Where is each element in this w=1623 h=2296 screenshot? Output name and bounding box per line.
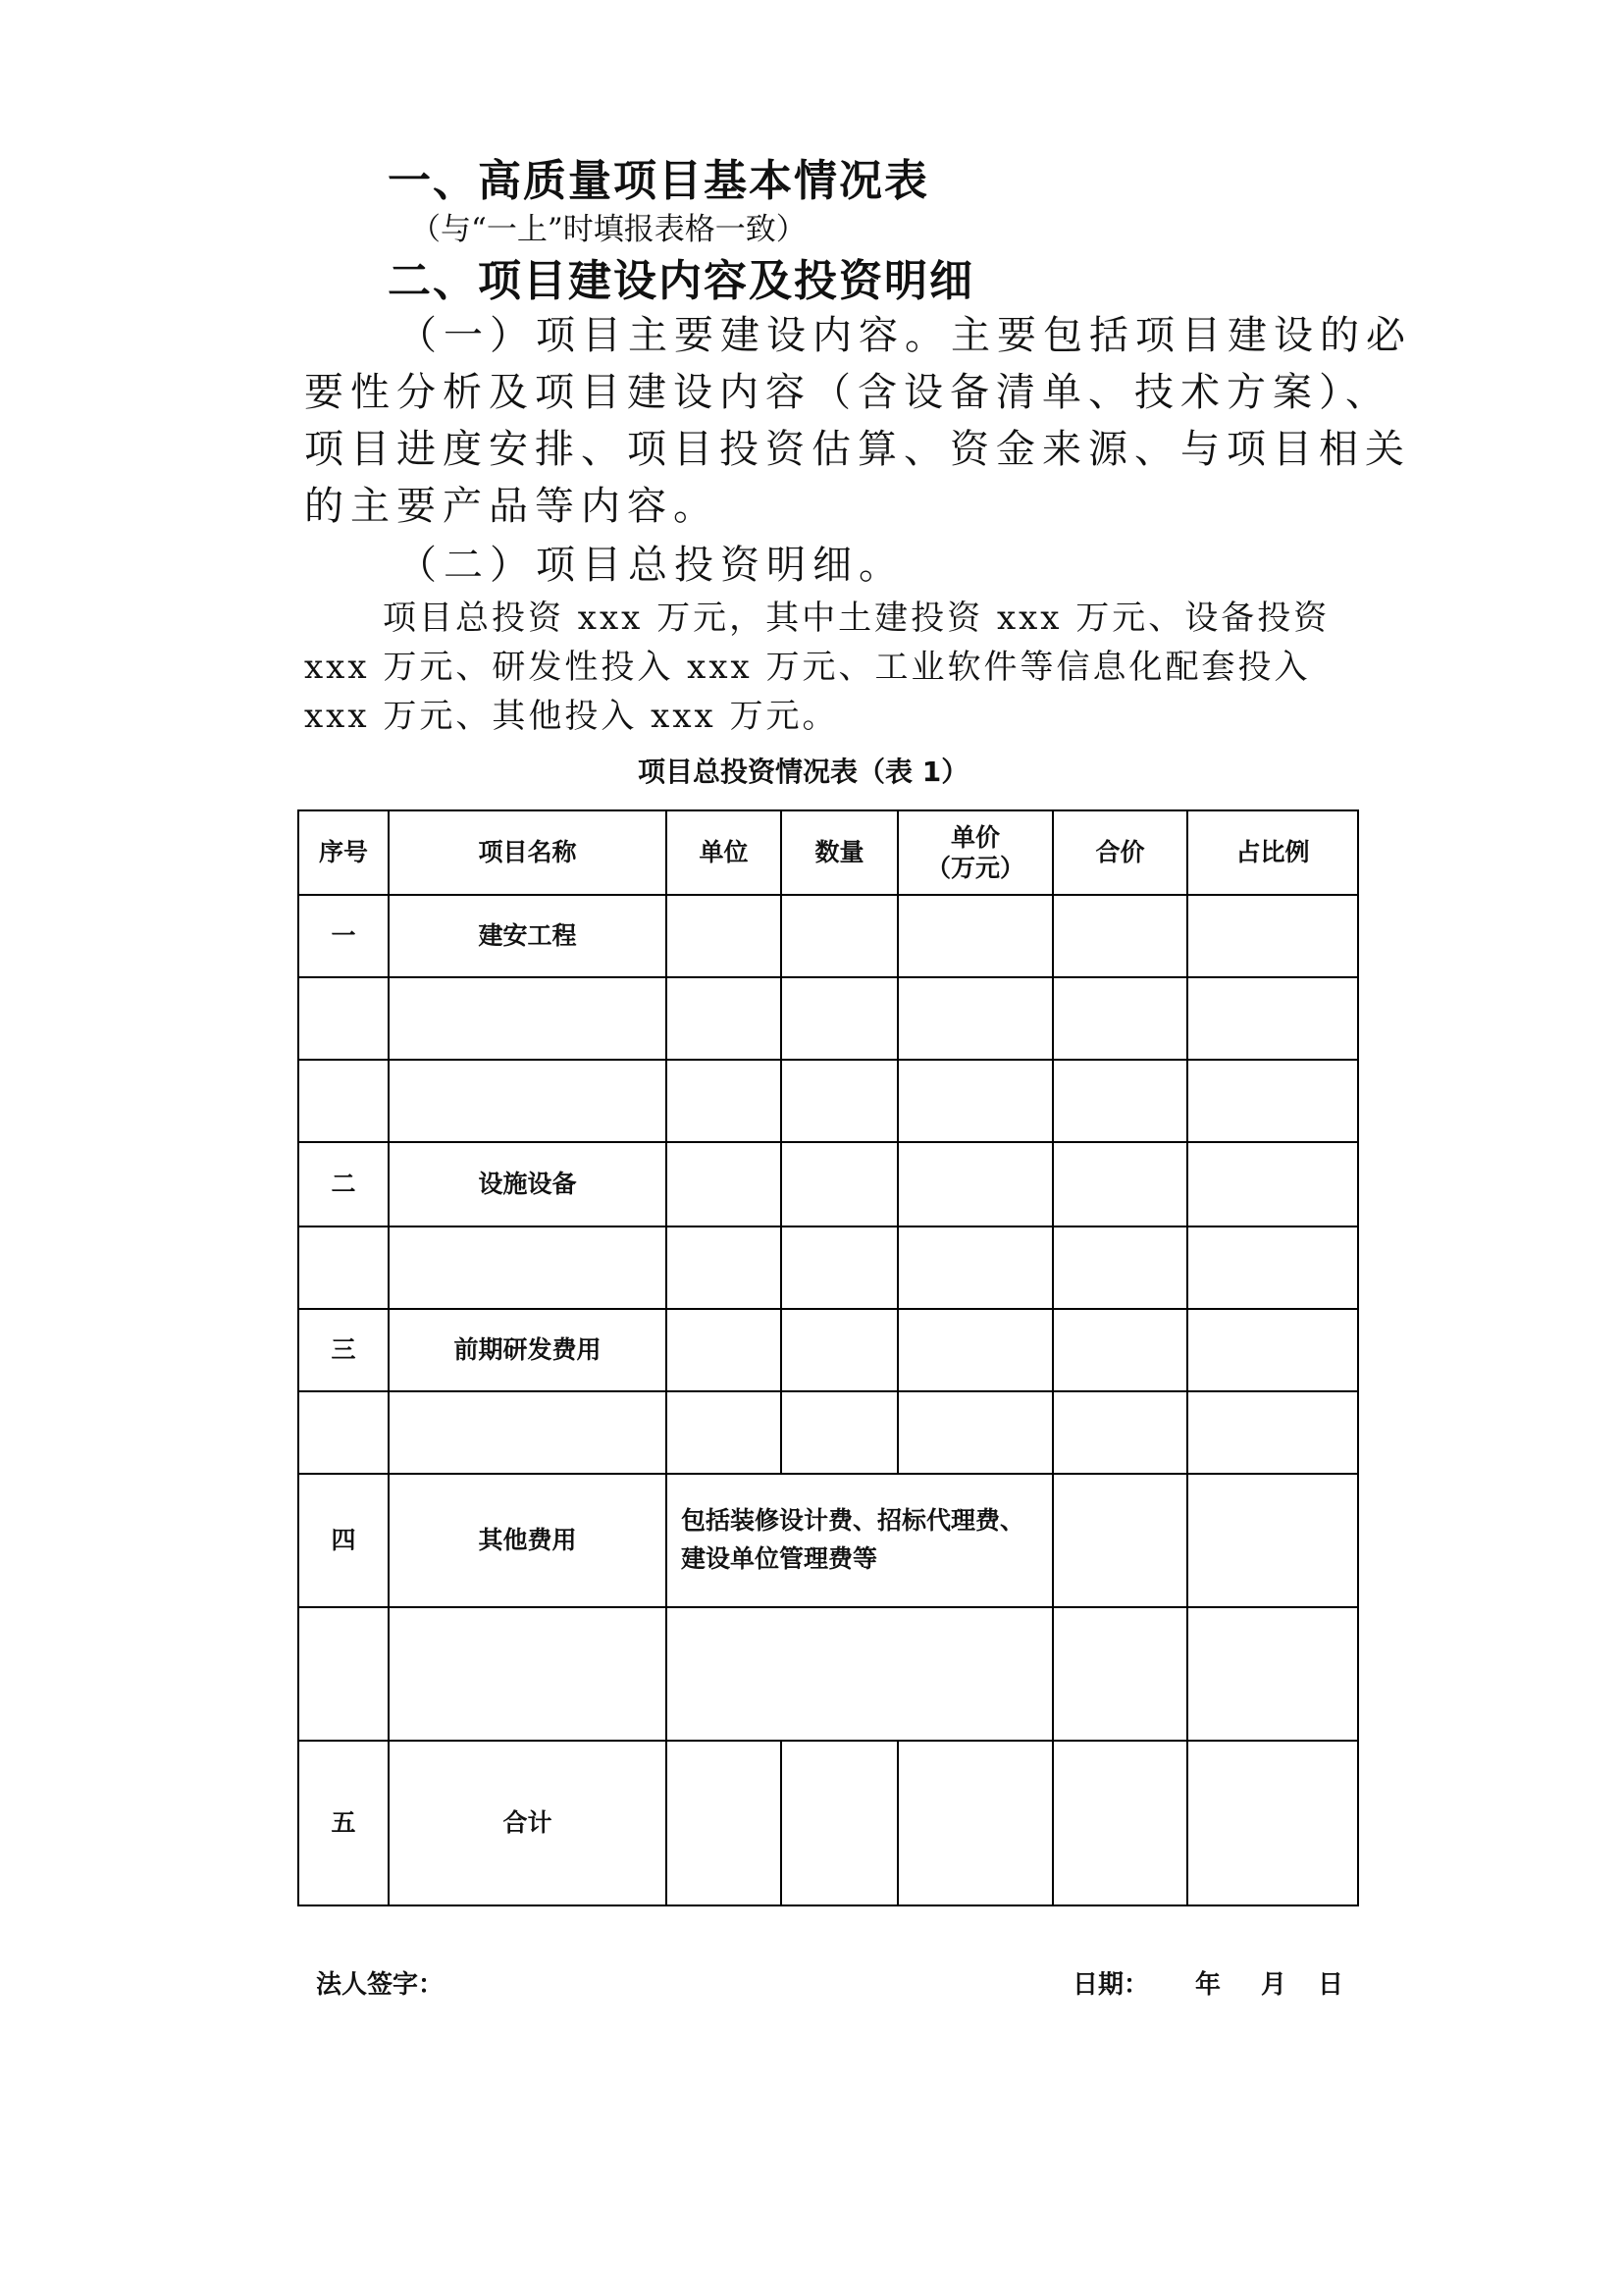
table-row-total [298,1741,1358,1905]
cell-price[interactable] [898,1391,1053,1474]
row-seq: 二 [298,1142,389,1226]
row-seq: 四 [298,1474,389,1607]
cell-qty[interactable] [781,977,898,1060]
section2-title: （二）项目总投资明细。 [397,543,905,588]
date-month: 月 [1261,1970,1287,2000]
row-seq: 三 [298,1309,389,1391]
row-name: 前期研发费用 [389,1309,666,1391]
cell-total[interactable] [1053,1226,1187,1309]
cell-unit[interactable] [666,977,781,1060]
section1-line-2: 要性分析及项目建设内容（含设备清单、技术方案）、 [304,370,1391,415]
row-seq[interactable] [298,1060,389,1142]
header-price-label: 单价 [950,822,1000,852]
cell-unit[interactable] [666,1309,781,1391]
cell-unit[interactable] [666,1226,781,1309]
row-seq: 一 [298,895,389,977]
row-name: 建安工程 [389,895,666,977]
cell-price[interactable] [898,895,1053,977]
date-day: 日 [1318,1970,1344,2000]
row-name[interactable] [389,1607,666,1741]
cell-total[interactable] [1053,1474,1187,1607]
table-row [298,1060,1358,1142]
cell-total[interactable] [1053,1741,1187,1905]
table-row [298,895,1358,977]
row-seq[interactable] [298,1607,389,1741]
cell-qty[interactable] [781,895,898,977]
header-qty: 数量 [781,810,898,895]
cell-unit[interactable] [666,1142,781,1226]
cell-price[interactable] [898,1741,1053,1905]
row-name[interactable] [389,1391,666,1474]
header-name: 项目名称 [389,810,666,895]
cell-ratio[interactable] [1187,1474,1358,1607]
cell-ratio[interactable] [1187,1142,1358,1226]
header-seq: 序号 [298,810,389,895]
cell-total[interactable] [1053,1309,1187,1391]
cell-total[interactable] [1053,1391,1187,1474]
heading-basic-info-note: （与“一上”时填报表格一致） [410,212,807,247]
cell-ratio[interactable] [1187,1391,1358,1474]
table-row [298,1391,1358,1474]
cell-unit[interactable] [666,895,781,977]
date-year: 年 [1195,1970,1222,2000]
cell-price[interactable] [898,977,1053,1060]
cell-total[interactable] [1053,1607,1187,1741]
row-description[interactable] [666,1607,1053,1741]
cell-price[interactable] [898,1309,1053,1391]
date-label: 日期： [1073,1970,1150,2000]
cell-price[interactable] [898,1060,1053,1142]
table-header-row [298,810,1358,895]
cell-ratio[interactable] [1187,977,1358,1060]
section1-line-4: 的主要产品等内容。 [304,484,719,529]
table-row [298,1607,1358,1741]
section2-line-1: 项目总投资 xxx 万元，其中土建投资 xxx 万元、设备投资 [383,599,1331,638]
signature-label: 法人签字： [316,1970,445,2000]
row-name[interactable] [389,977,666,1060]
header-price [898,810,1053,895]
cell-price[interactable] [898,1142,1053,1226]
row-name: 合计 [389,1741,666,1905]
row-seq[interactable] [298,1226,389,1309]
row-seq[interactable] [298,977,389,1060]
cell-unit[interactable] [666,1741,781,1905]
investment-table [297,809,1359,1906]
cell-ratio[interactable] [1187,1309,1358,1391]
cell-ratio[interactable] [1187,1607,1358,1741]
cell-qty[interactable] [781,1309,898,1391]
row-description: 包括装修设计费、招标代理费、建设单位管理费等 [666,1474,1053,1607]
table-caption: 项目总投资情况表（表 1） [638,756,969,788]
cell-total[interactable] [1053,895,1187,977]
row-name: 设施设备 [389,1142,666,1226]
heading-basic-info: 一、高质量项目基本情况表 [388,156,929,206]
table-row [298,977,1358,1060]
row-seq: 五 [298,1741,389,1905]
table-row [298,1142,1358,1226]
cell-qty[interactable] [781,1226,898,1309]
section2-line-2: xxx 万元、研发性投入 xxx 万元、工业软件等信息化配套投入 [304,648,1311,687]
cell-qty[interactable] [781,1142,898,1226]
cell-qty[interactable] [781,1391,898,1474]
cell-ratio[interactable] [1187,895,1358,977]
section1-line-1: （一）项目主要建设内容。主要包括项目建设的必 [397,313,1412,358]
cell-unit[interactable] [666,1391,781,1474]
table-row [298,1226,1358,1309]
cell-total[interactable] [1053,1060,1187,1142]
header-price-unit: （万元） [925,854,1024,882]
cell-total[interactable] [1053,1142,1187,1226]
header-ratio: 占比例 [1187,810,1358,895]
section2-line-3: xxx 万元、其他投入 xxx 万元。 [304,697,839,736]
table-row [298,1309,1358,1391]
section1-line-3: 项目进度安排、项目投资估算、资金来源、与项目相关 [304,427,1411,472]
cell-ratio[interactable] [1187,1226,1358,1309]
cell-ratio[interactable] [1187,1060,1358,1142]
cell-qty[interactable] [781,1741,898,1905]
cell-total[interactable] [1053,977,1187,1060]
header-total: 合价 [1053,810,1187,895]
row-seq[interactable] [298,1391,389,1474]
cell-qty[interactable] [781,1060,898,1142]
cell-unit[interactable] [666,1060,781,1142]
heading-construction-details: 二、项目建设内容及投资明细 [388,256,974,306]
cell-ratio[interactable] [1187,1741,1358,1905]
cell-price[interactable] [898,1226,1053,1309]
table-row [298,1474,1358,1607]
row-name: 其他费用 [389,1474,666,1607]
row-name[interactable] [389,1226,666,1309]
row-name[interactable] [389,1060,666,1142]
header-unit: 单位 [666,810,781,895]
